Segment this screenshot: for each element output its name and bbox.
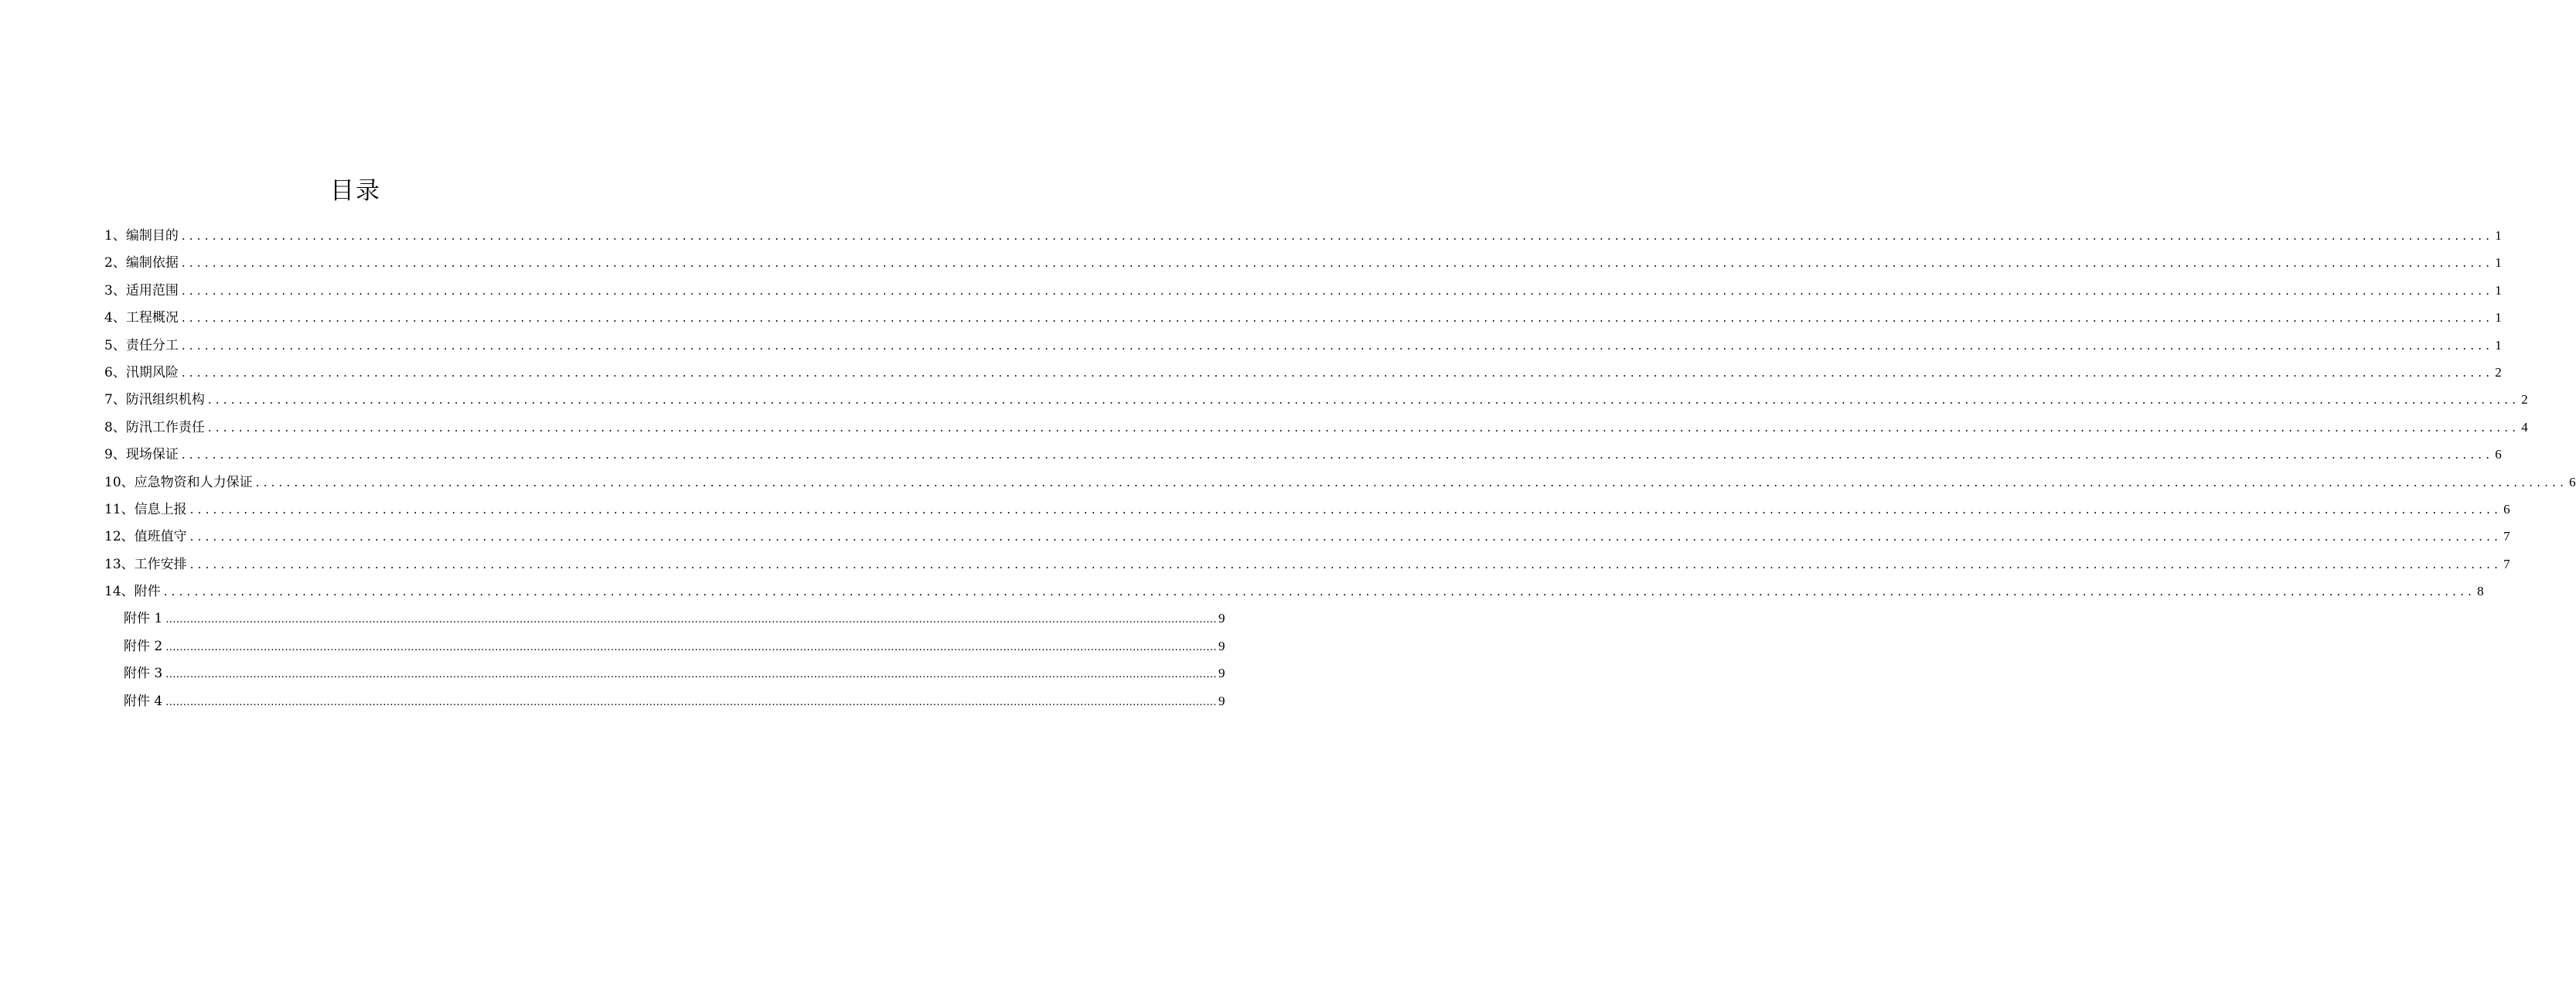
toc-entry[interactable]	[104, 523, 2510, 550]
toc-entry-page: 1	[2495, 282, 2502, 298]
toc-entry[interactable]	[104, 469, 2576, 496]
toc-entry-label: 11、信息上报	[104, 501, 187, 517]
toc-dot-leader: ............................................................................................................................................................................................................................................................................................................	[181, 365, 2494, 380]
toc-dot-leader: ............................................................................................................................................................................................................................................................................................................	[255, 475, 2568, 489]
toc-entry[interactable]	[104, 332, 2502, 359]
toc-entry-label: 5、责任分工	[104, 337, 179, 353]
toc-entry[interactable]	[104, 578, 2484, 605]
toc-entry-page: 8	[2477, 584, 2484, 599]
toc-subentry-page: 9	[1218, 611, 1225, 626]
toc-dot-leader: ............................................................................................................................................................................................................................................................................................................	[189, 530, 2503, 544]
toc-dot-leader: ............................................................................................................................................................................................................................................................................................................	[165, 669, 1217, 681]
toc-dot-leader: ............................................................................................................................................................................................................................................................................................................	[181, 283, 2494, 298]
toc-entry-page: 6	[2495, 447, 2502, 462]
toc-subentry-label: 附件 2	[124, 638, 163, 654]
toc-entry-page: 6	[2569, 474, 2576, 489]
toc-entry-page: 1	[2495, 255, 2502, 271]
toc-entry-page: 2	[2495, 364, 2502, 380]
toc-dot-leader: ............................................................................................................................................................................................................................................................................................................	[189, 557, 2503, 571]
toc-entry[interactable]	[104, 359, 2502, 386]
toc-dot-leader: ............................................................................................................................................................................................................................................................................................................	[207, 420, 2520, 435]
toc-dot-leader: ............................................................................................................................................................................................................................................................................................................	[189, 502, 2503, 517]
toc-entry-label: 9、现场保证	[104, 447, 179, 463]
toc-entry-page: 1	[2495, 310, 2502, 326]
toc-entry[interactable]	[104, 386, 2528, 413]
toc-subentry-page: 9	[1218, 638, 1225, 653]
toc-entry[interactable]	[104, 441, 2502, 468]
toc-subentry-label: 附件 1	[124, 611, 163, 627]
toc-dot-leader: ............................................................................................................................................................................................................................................................................................................	[165, 641, 1217, 653]
toc-entry[interactable]	[104, 222, 2502, 249]
toc-entry-page: 7	[2503, 529, 2510, 544]
toc-entry-page: 1	[2495, 337, 2502, 353]
toc-entry-label: 12、值班值守	[104, 529, 187, 545]
toc-entry[interactable]	[104, 277, 2502, 304]
toc-entry-page: 2	[2521, 392, 2528, 408]
toc-dot-leader: ............................................................................................................................................................................................................................................................................................................	[207, 393, 2520, 408]
toc-dot-leader: ............................................................................................................................................................................................................................................................................................................	[181, 256, 2494, 271]
page-title: 目录	[330, 177, 381, 205]
toc-entry-label: 4、工程概况	[104, 310, 179, 326]
toc-dot-leader: ............................................................................................................................................................................................................................................................................................................	[165, 696, 1217, 708]
toc-dot-leader: ............................................................................................................................................................................................................................................................................................................	[181, 448, 2494, 462]
toc-dot-leader: ............................................................................................................................................................................................................................................................................................................	[181, 229, 2494, 243]
toc-entry-label: 3、适用范围	[104, 282, 179, 298]
toc-entry[interactable]	[104, 249, 2502, 276]
toc-entry[interactable]	[104, 304, 2502, 331]
toc-entry-label: 2、编制依据	[104, 255, 179, 271]
table-of-contents	[104, 222, 2576, 714]
toc-dot-leader: ............................................................................................................................................................................................................................................................................................................	[165, 614, 1217, 626]
toc-subentry-page: 9	[1218, 693, 1225, 708]
toc-dot-leader: ............................................................................................................................................................................................................................................................................................................	[163, 585, 2476, 599]
toc-entry-page: 6	[2503, 501, 2510, 517]
toc-subentry[interactable]	[104, 687, 1225, 714]
toc-subentry[interactable]	[104, 660, 1225, 687]
toc-entry-label: 7、防汛组织机构	[104, 392, 205, 408]
toc-dot-leader: ............................................................................................................................................................................................................................................................................................................	[181, 311, 2494, 326]
toc-entry[interactable]	[104, 496, 2510, 523]
toc-subentry[interactable]	[104, 633, 1225, 660]
toc-entry-label: 8、防汛工作责任	[104, 419, 205, 435]
toc-entry-label: 14、附件	[104, 584, 161, 600]
toc-entry[interactable]	[104, 551, 2510, 578]
toc-entry-label: 6、汛期风险	[104, 364, 179, 380]
toc-subentry-label: 附件 4	[124, 693, 163, 709]
toc-entry-label: 10、应急物资和人力保证	[104, 474, 253, 490]
toc-subentry-label: 附件 3	[124, 666, 163, 682]
toc-entry-label: 13、工作安排	[104, 556, 187, 572]
toc-subentry[interactable]	[104, 605, 1225, 632]
toc-entry-page: 1	[2495, 228, 2502, 243]
toc-entry-page: 4	[2521, 419, 2528, 435]
toc-dot-leader: ............................................................................................................................................................................................................................................................................................................	[181, 338, 2494, 353]
toc-subentry-page: 9	[1218, 666, 1225, 681]
toc-entry-label: 1、编制目的	[104, 228, 179, 244]
toc-entry-page: 7	[2503, 556, 2510, 571]
toc-entry[interactable]	[104, 414, 2528, 441]
